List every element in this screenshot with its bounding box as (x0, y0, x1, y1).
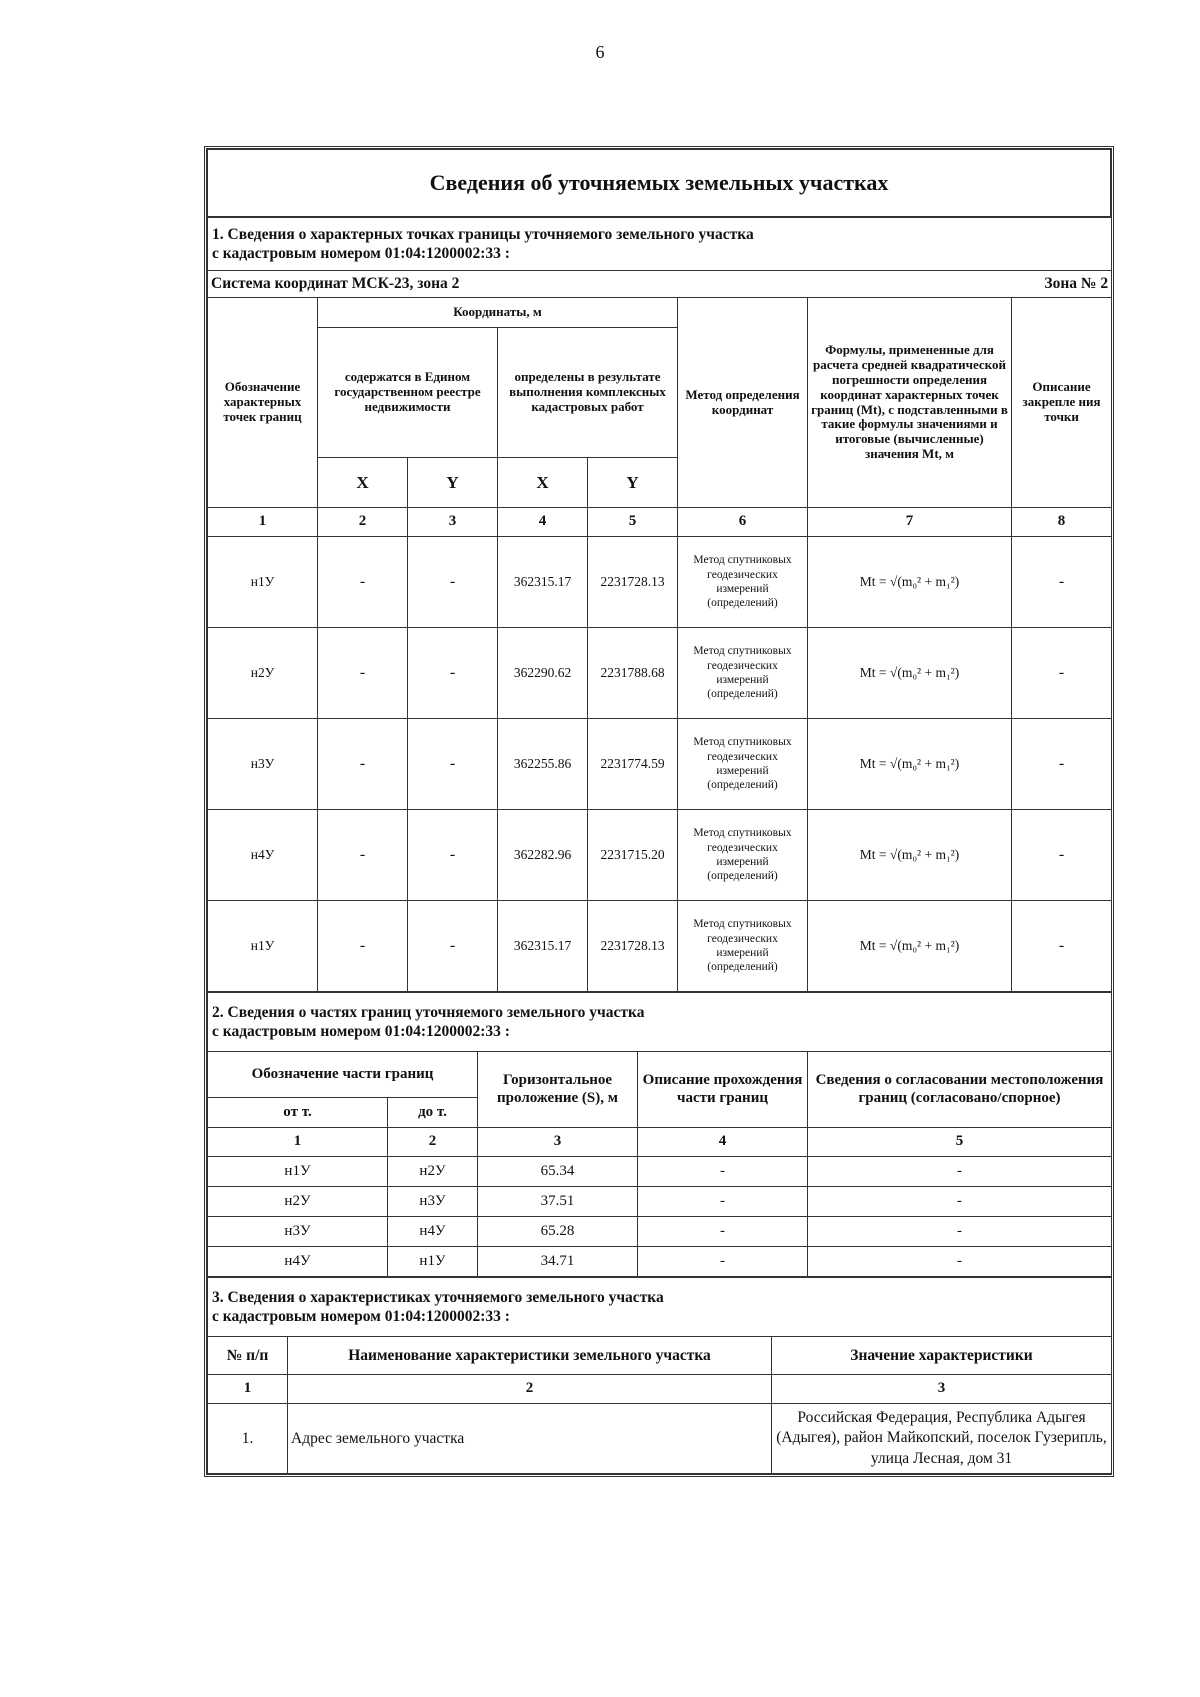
point-description: - (1012, 537, 1112, 628)
zone-number: Зона № 2 (1044, 275, 1109, 293)
x-coord: 362315.17 (498, 901, 588, 992)
col-number: 3 (408, 508, 498, 537)
col-number: 4 (498, 508, 588, 537)
x-coord: 362290.62 (498, 628, 588, 719)
point-description: - (1012, 901, 1112, 992)
x-coord: 362315.17 (498, 537, 588, 628)
header-x-egrn: X (318, 458, 408, 508)
section2-heading-line2: с кадастровым номером 01:04:1200002:33 : (212, 1023, 510, 1040)
point-description: - (1012, 810, 1112, 901)
formula: Mt = √(m₀² + m₁²) (808, 537, 1012, 628)
from-point: н2У (208, 1187, 388, 1217)
document-title: Сведения об уточняемых земельных участках (208, 150, 1111, 217)
table-row (208, 1247, 1112, 1277)
char-num: 1. (208, 1404, 288, 1474)
header-y-egrn: Y (408, 458, 498, 508)
section1-col-numbers (208, 508, 1112, 537)
x-egrn: - (318, 537, 408, 628)
passage: - (638, 1217, 808, 1247)
formula: Mt = √(m₀² + m₁²) (808, 901, 1012, 992)
y-egrn: - (408, 810, 498, 901)
coord-system-row (208, 271, 1112, 298)
y-egrn: - (408, 628, 498, 719)
table-row (208, 810, 1112, 901)
header-method: Метод определения координат (678, 298, 808, 508)
x-egrn: - (318, 901, 408, 992)
x-egrn: - (318, 628, 408, 719)
header-length: Горизонтальное проложение (S), м (478, 1052, 638, 1128)
col-number: 1 (208, 508, 318, 537)
section1-heading-line2: с кадастровым номером 01:04:1200002:33 : (212, 245, 510, 262)
to-point: н2У (388, 1157, 478, 1187)
header-char-name: Наименование характеристики земельного участка (288, 1337, 772, 1375)
section1-heading-line1: 1. Сведения о характерных точках границы уточняемого земельного участка (212, 225, 754, 243)
section1-heading (208, 218, 1112, 271)
passage: - (638, 1187, 808, 1217)
header-coords: Координаты, м (318, 298, 678, 328)
section2-heading-line1: 2. Сведения о частях границ уточняемого земельного участка (212, 1003, 645, 1021)
agreement: - (808, 1187, 1112, 1217)
col-number: 5 (588, 508, 678, 537)
from-point: н4У (208, 1247, 388, 1277)
to-point: н4У (388, 1217, 478, 1247)
col-number: 2 (318, 508, 408, 537)
point-name: н1У (208, 901, 318, 992)
point-name: н2У (208, 628, 318, 719)
header-to: до т. (388, 1098, 478, 1128)
method: Метод спутниковых геодезических измерений (определений) (678, 628, 808, 719)
y-egrn: - (408, 537, 498, 628)
header-part: Обозначение части границ (208, 1052, 478, 1098)
method: Метод спутниковых геодезических измерений (определений) (678, 537, 808, 628)
y-coord: 2231715.20 (588, 810, 678, 901)
section2-heading (208, 993, 1112, 1052)
char-value: Российская Федерация, Республика Адыгея (Адыгея), район Майкопский, поселок Гузерипль, улица Лесная, дом 31 (772, 1404, 1112, 1474)
y-coord: 2231728.13 (588, 901, 678, 992)
x-coord: 362255.86 (498, 719, 588, 810)
agreement: - (808, 1247, 1112, 1277)
section3-heading-line1: 3. Сведения о характеристиках уточняемого земельного участка (212, 1288, 664, 1306)
to-point: н3У (388, 1187, 478, 1217)
agreement: - (808, 1217, 1112, 1247)
document-frame (204, 146, 1114, 1477)
header-x-works: X (498, 458, 588, 508)
y-coord: 2231774.59 (588, 719, 678, 810)
passage: - (638, 1157, 808, 1187)
from-point: н3У (208, 1217, 388, 1247)
table-row (208, 1187, 1112, 1217)
char-name: Адрес земельного участка (288, 1404, 772, 1474)
table-row (208, 1157, 1112, 1187)
coord-system: Система координат МСК-23, зона 2 (211, 275, 460, 293)
table-row (208, 1404, 1112, 1474)
col-number: 6 (678, 508, 808, 537)
header-y-works: Y (588, 458, 678, 508)
header-char-value: Значение характеристики (772, 1337, 1112, 1375)
col-number: 1 (208, 1128, 388, 1157)
formula: Mt = √(m₀² + m₁²) (808, 719, 1012, 810)
formula: Mt = √(m₀² + m₁²) (808, 628, 1012, 719)
point-description: - (1012, 719, 1112, 810)
length: 37.51 (478, 1187, 638, 1217)
y-coord: 2231728.13 (588, 537, 678, 628)
col-number: 7 (808, 508, 1012, 537)
col-number: 3 (478, 1128, 638, 1157)
section2-col-numbers (208, 1128, 1112, 1157)
section3-heading-line2: с кадастровым номером 01:04:1200002:33 : (212, 1308, 510, 1325)
point-name: н3У (208, 719, 318, 810)
length: 65.28 (478, 1217, 638, 1247)
table-row (208, 901, 1112, 992)
x-egrn: - (318, 719, 408, 810)
formula: Mt = √(m₀² + m₁²) (808, 810, 1012, 901)
col-number: 1 (208, 1375, 288, 1404)
y-egrn: - (408, 719, 498, 810)
section1-table (207, 217, 1112, 992)
header-egrn: содержатся в Едином государственном реестре недвижимости (318, 328, 498, 458)
x-coord: 362282.96 (498, 810, 588, 901)
header-from: от т. (208, 1098, 388, 1128)
to-point: н1У (388, 1247, 478, 1277)
y-egrn: - (408, 901, 498, 992)
section3-col-numbers (208, 1375, 1112, 1404)
table-row (208, 719, 1112, 810)
col-number: 4 (638, 1128, 808, 1157)
header-num: № п/п (208, 1337, 288, 1375)
from-point: н1У (208, 1157, 388, 1187)
method: Метод спутниковых геодезических измерений (определений) (678, 810, 808, 901)
point-description: - (1012, 628, 1112, 719)
table-row (208, 628, 1112, 719)
section3-table (207, 1277, 1112, 1474)
passage: - (638, 1247, 808, 1277)
agreement: - (808, 1157, 1112, 1187)
section2-table (207, 992, 1112, 1277)
header-point: Обозначение характерных точек границ (208, 298, 318, 508)
point-name: н1У (208, 537, 318, 628)
header-agreement: Сведения о согласовании местоположения границ (согласовано/спорное) (808, 1052, 1112, 1128)
header-formula: Формулы, примененные для расчета средней квадратической погрешности определения координат характерных точек границ (Mt), с подставленными в такие формулы значениями и итоговые (вычисленные) значения Mt, м (808, 298, 1012, 508)
header-works: определены в результате выполнения комплексных кадастровых работ (498, 328, 678, 458)
length: 65.34 (478, 1157, 638, 1187)
header-passage: Описание прохождения части границ (638, 1052, 808, 1128)
y-coord: 2231788.68 (588, 628, 678, 719)
col-number: 8 (1012, 508, 1112, 537)
method: Метод спутниковых геодезических измерений (определений) (678, 901, 808, 992)
title-table (207, 149, 1111, 217)
col-number: 5 (808, 1128, 1112, 1157)
col-number: 2 (388, 1128, 478, 1157)
page-number: 6 (595, 42, 605, 62)
point-name: н4У (208, 810, 318, 901)
table-row (208, 537, 1112, 628)
header-description: Описание закрепле ния точки (1012, 298, 1112, 508)
col-number: 2 (288, 1375, 772, 1404)
method: Метод спутниковых геодезических измерений (определений) (678, 719, 808, 810)
table-row (208, 1217, 1112, 1247)
col-number: 3 (772, 1375, 1112, 1404)
x-egrn: - (318, 810, 408, 901)
section3-heading (208, 1278, 1112, 1337)
length: 34.71 (478, 1247, 638, 1277)
